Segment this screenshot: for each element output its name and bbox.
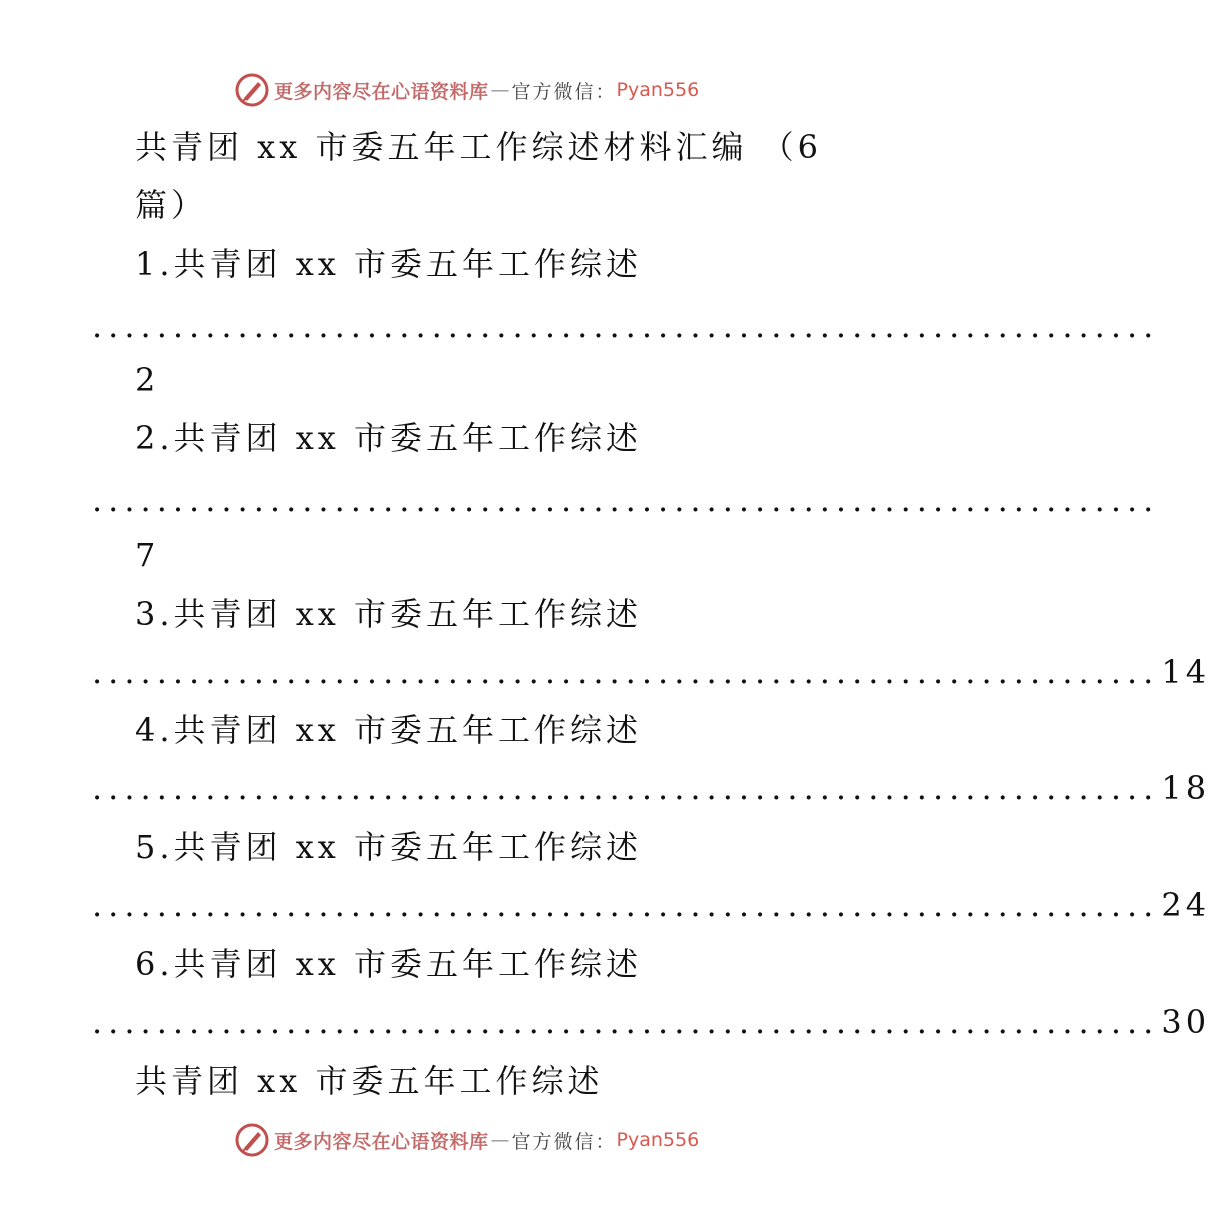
toc-entry-label: 1.共青团 xx 市委五年工作综述 [135, 245, 642, 283]
toc-leader-row [92, 768, 1210, 808]
watermark-banner-top [234, 70, 714, 110]
toc-leader-row [92, 306, 1160, 346]
toc-entry-label: 2.共青团 xx 市委五年工作综述 [135, 419, 642, 457]
toc-dot-leader: .................................................................. [92, 307, 1160, 345]
toc-dot-leader: .................................................................. [92, 481, 1160, 519]
toc-entry-page: 18 [1161, 769, 1210, 807]
watermark-official: 官方微信： [511, 1130, 617, 1153]
toc-leader-row [92, 652, 1210, 692]
toc-entry-page: 30 [1161, 1003, 1210, 1041]
toc-entry-label: 4.共青团 xx 市委五年工作综述 [135, 711, 642, 749]
watermark-dash: — [490, 79, 510, 101]
toc-dot-leader: .................................................................. [92, 653, 1160, 691]
toc-entry-page: 24 [1161, 886, 1210, 924]
toc-entry-label: 5.共青团 xx 市委五年工作综述 [135, 828, 642, 866]
toc-leader-row [92, 1002, 1210, 1042]
watermark-banner-bottom [234, 1120, 714, 1160]
watermark-official: 官方微信： [511, 80, 617, 103]
pen-logo-icon [234, 1122, 270, 1158]
toc-leader-row [92, 480, 1160, 520]
document-title-line2: 篇） [135, 186, 208, 224]
toc-leader-row [92, 885, 1210, 925]
toc-entry-page: 2 [135, 361, 160, 399]
toc-entry-label: 6.共青团 xx 市委五年工作综述 [135, 945, 642, 983]
document-title-line1: 共青团 xx 市委五年工作综述材料汇编 （6 [135, 128, 822, 166]
toc-entry-label: 3.共青团 xx 市委五年工作综述 [135, 595, 642, 633]
watermark-text: 更多内容尽在心语资料库 [274, 80, 489, 103]
toc-dot-leader: .................................................................. [92, 1003, 1160, 1041]
toc-dot-leader: .................................................................. [92, 769, 1160, 807]
pen-logo-icon [234, 72, 270, 108]
toc-dot-leader: .................................................................. [92, 886, 1160, 924]
watermark-dash: — [490, 1129, 510, 1151]
watermark-wechat-id: Pyan556 [616, 79, 700, 101]
watermark-wechat-id: Pyan556 [616, 1129, 700, 1151]
toc-entry-page: 14 [1161, 653, 1210, 691]
watermark-text: 更多内容尽在心语资料库 [274, 1130, 489, 1153]
toc-entry-page: 7 [135, 536, 160, 574]
section-heading: 共青团 xx 市委五年工作综述 [135, 1062, 604, 1100]
